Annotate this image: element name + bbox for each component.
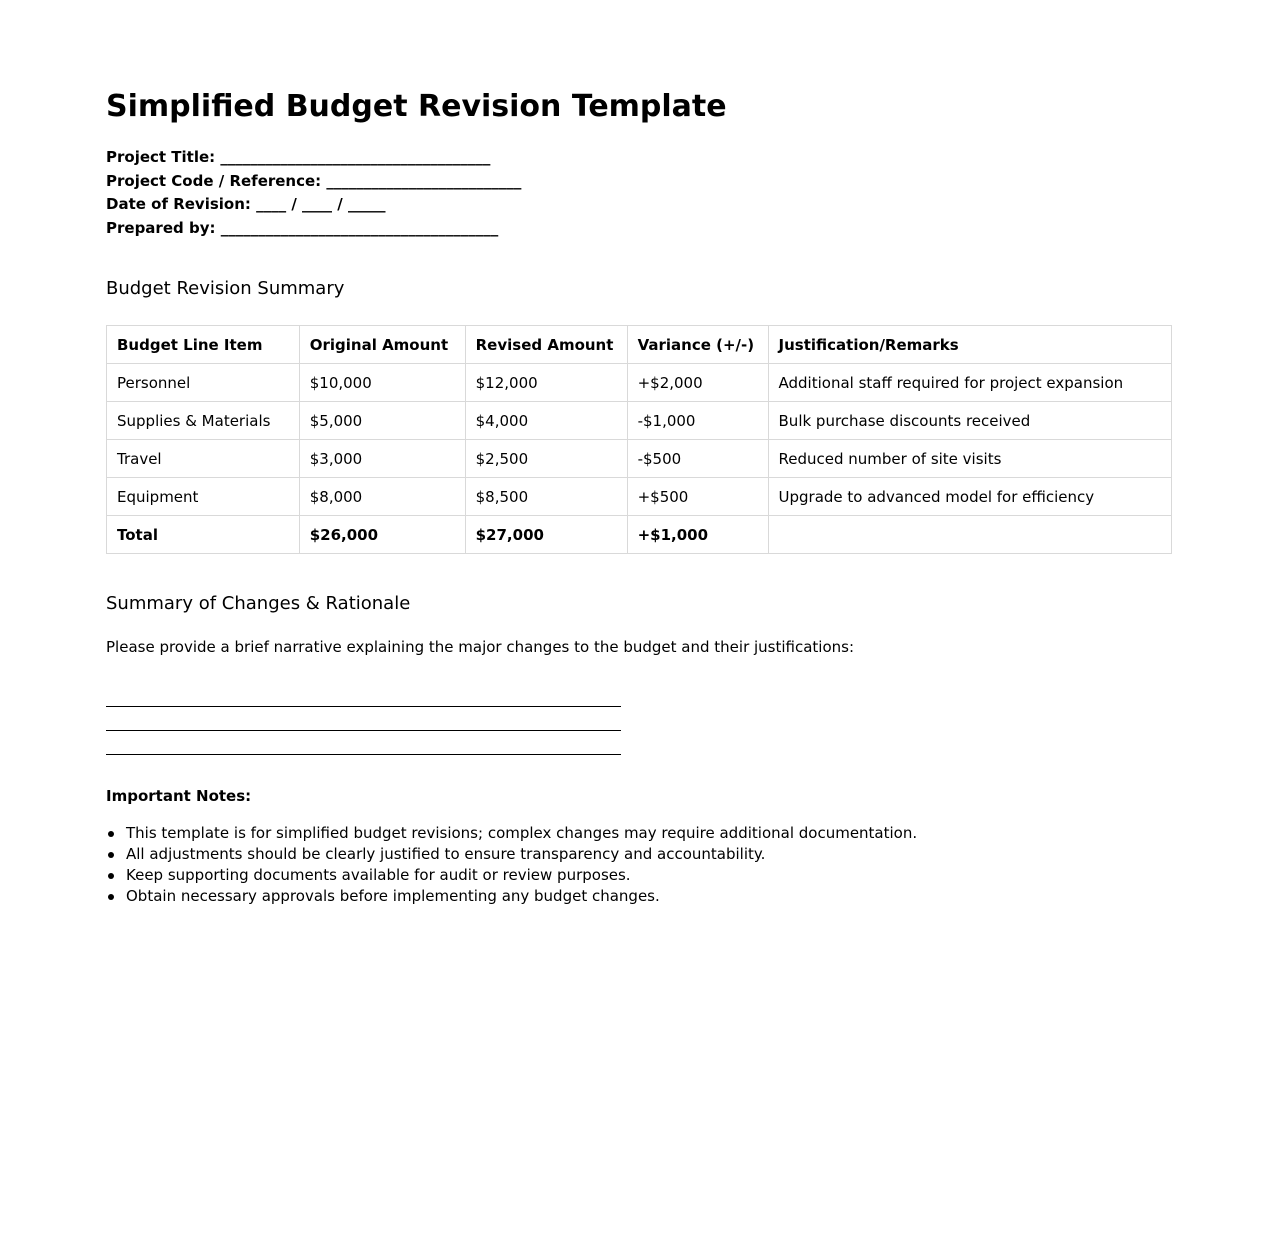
narrative-line[interactable] [106,707,621,731]
list-item [106,865,917,886]
table-cell: -$500 [627,440,768,478]
notes-title: Important Notes: [106,787,252,805]
changes-intro: Please provide a brief narrative explaining the major changes to the budget and their justifications: [106,638,855,656]
table-cell: Reduced number of site visits [768,440,1171,478]
table-cell: Travel [107,440,300,478]
table-cell: $4,000 [465,402,627,440]
table-row [107,402,1172,440]
total-revised-cell: $27,000 [465,516,627,554]
table-row [107,364,1172,402]
table-cell: Supplies & Materials [107,402,300,440]
list-item [106,844,917,865]
total-remarks-cell [768,516,1171,554]
note-text: Keep supporting documents available for audit or review purposes. [126,866,631,884]
project-meta [106,146,521,240]
table-cell: $5,000 [299,402,465,440]
table-cell: $3,000 [299,440,465,478]
table-cell: +$2,000 [627,364,768,402]
table-cell: +$500 [627,478,768,516]
column-header: Justification/Remarks [768,326,1171,364]
table-cell: Personnel [107,364,300,402]
note-text: All adjustments should be clearly justified to ensure transparency and accountability. [126,845,766,863]
table-cell: $8,000 [299,478,465,516]
project-title-field[interactable]: Project Title: ____________________________________ [106,148,491,166]
notes-list [106,823,917,907]
date-of-revision-field[interactable]: Date of Revision: ____ / ____ / _____ [106,195,386,213]
table-cell: $12,000 [465,364,627,402]
table-cell: Equipment [107,478,300,516]
note-text: Obtain necessary approvals before implementing any budget changes. [126,887,660,905]
total-original-cell: $26,000 [299,516,465,554]
total-label-cell: Total [107,516,300,554]
total-variance-cell: +$1,000 [627,516,768,554]
column-header: Revised Amount [465,326,627,364]
table-header-row [107,326,1172,364]
list-item [106,886,917,907]
column-header: Original Amount [299,326,465,364]
bullet-icon [108,873,114,879]
changes-heading: Summary of Changes & Rationale [106,593,411,614]
list-item [106,823,917,844]
column-header: Budget Line Item [107,326,300,364]
table-cell: $2,500 [465,440,627,478]
budget-summary-heading: Budget Revision Summary [106,278,345,299]
table-cell: Bulk purchase discounts received [768,402,1171,440]
table-cell: $8,500 [465,478,627,516]
narrative-lines[interactable] [106,683,621,755]
table-row [107,478,1172,516]
budget-revision-table [106,325,1172,554]
bullet-icon [108,894,114,900]
table-cell: -$1,000 [627,402,768,440]
table-cell: Additional staff required for project expansion [768,364,1171,402]
project-code-field[interactable]: Project Code / Reference: __________________________ [106,171,522,190]
narrative-line[interactable] [106,683,621,707]
column-header: Variance (+/-) [627,326,768,364]
page-title: Simplified Budget Revision Template [106,89,727,124]
table-cell: $10,000 [299,364,465,402]
table-cell: Upgrade to advanced model for efficiency [768,478,1171,516]
table-row [107,440,1172,478]
prepared-by-field[interactable]: Prepared by: _____________________________________ [106,218,499,237]
narrative-line[interactable] [106,731,621,755]
bullet-icon [108,852,114,858]
table-total-row [107,516,1172,554]
note-text: This template is for simplified budget revisions; complex changes may require additional documentation. [126,824,918,842]
bullet-icon [108,831,114,837]
